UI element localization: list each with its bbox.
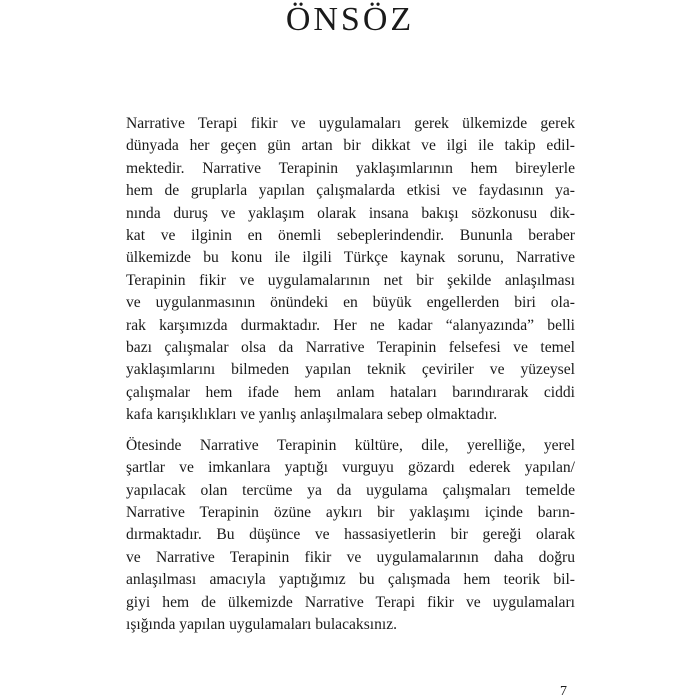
text-line: mektedir. Narrative Terapinin yaklaşımlarının hem bireylerle: [126, 159, 575, 177]
text-line: hem de gruplarla yapılan çalışmalarda etkisi ve faydasının ya-: [126, 182, 575, 200]
text-line: Terapinin fikir ve uygulamalarının net bir şekilde anlaşılması: [126, 271, 575, 289]
text-line: giyi hem de ülkemizde Narrative Terapi fikir ve uygulamaları: [126, 593, 575, 611]
text-line: şartlar ve imkanlara yaptığı vurguyu gözardı ederek yapılan/: [126, 459, 575, 477]
text-line: yaklaşımlarını bilmeden yapılan teknik çeviriler ve yüzeysel: [126, 361, 575, 379]
text-line: Ötesinde Narrative Terapinin kültüre, dile, yerelliğe, yerel: [126, 436, 575, 454]
paragraph-1: [126, 113, 575, 427]
text-line: anlaşılması amacıyla yaptığımız bu çalışmada hem teorik bil-: [126, 571, 575, 589]
text-line: çalışmalar hem ifade hem anlam hataları barındırarak ciddi: [126, 383, 575, 401]
text-line: ışığında yapılan uygulamaları bulacaksınız.: [126, 615, 398, 633]
text-line: rak karşımızda durmaktadır. Her ne kadar “alanyazında” belli: [126, 316, 575, 334]
text-line: nında duruş ve yaklaşım olarak insana bakışı sözkonusu dik-: [126, 204, 575, 222]
paragraph-2: [126, 435, 575, 637]
text-line: Narrative Terapinin özüne aykırı bir yaklaşımı içinde barın-: [126, 503, 575, 521]
text-line: ve Narrative Terapinin fikir ve uygulamalarının daha doğru: [126, 548, 575, 566]
body-text: [126, 113, 575, 636]
text-line: ve uygulanmasının önündeki en büyük engellerden biri ola-: [126, 294, 575, 312]
text-line: kafa karışıklıkları ve yanlış anlaşılmalara sebep olmaktadır.: [126, 406, 498, 424]
text-line: bazı çalışmalar olsa da Narrative Terapinin felsefesi ve temel: [126, 339, 575, 357]
page-number: 7: [560, 684, 567, 699]
text-line: Narrative Terapi fikir ve uygulamaları gerek ülkemizde gerek: [126, 115, 575, 132]
text-line: yapılacak olan tercüme ya da uygulama çalışmaları temelde: [126, 481, 575, 499]
text-line: ülkemizde bu konu ile ilgili Türkçe kaynak sorunu, Narrative: [126, 249, 575, 267]
text-line: kat ve ilginin en önemli sebeplerindendir. Bununla beraber: [126, 227, 575, 245]
text-line: dünyada her geçen gün artan bir dikkat ve ilgi ile takip edil-: [126, 137, 575, 155]
page-title: ÖNSÖZ: [285, 1, 415, 38]
text-line: dırmaktadır. Bu düşünce ve hassasiyetlerin bir gereği olarak: [126, 526, 575, 544]
